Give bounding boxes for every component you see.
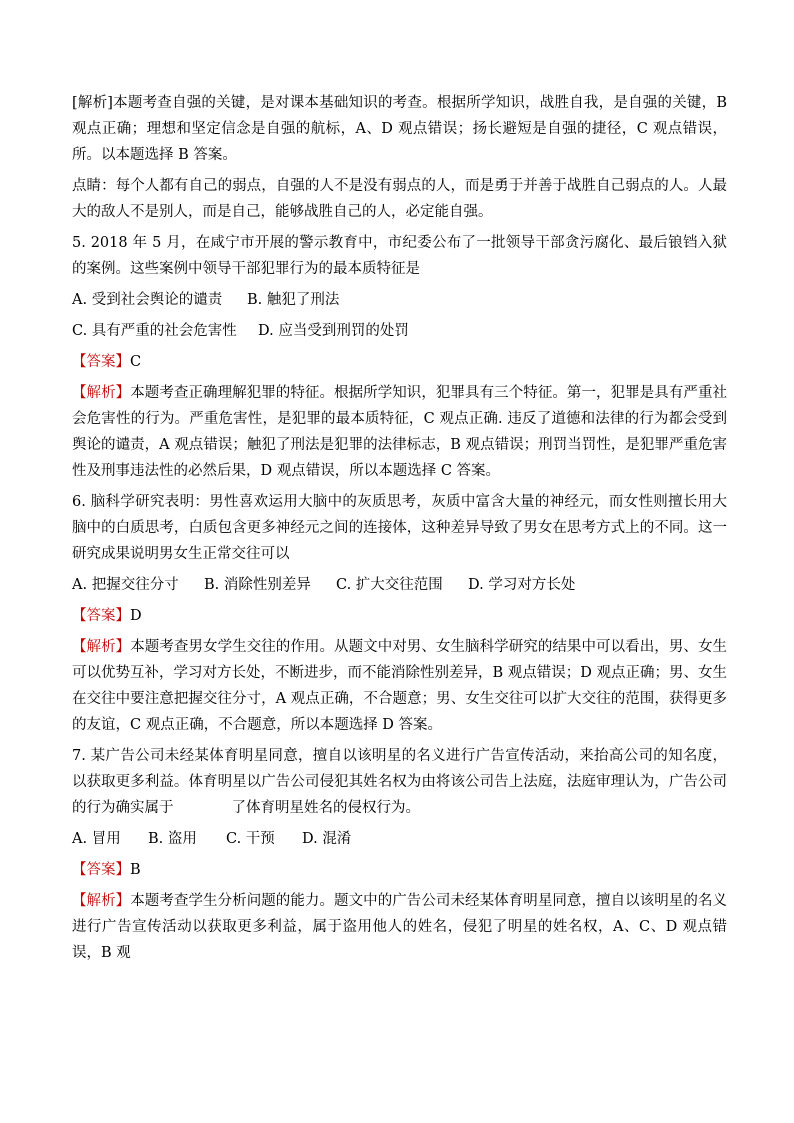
question-5-option-d: D. 应当受到刑罚的处罚 [258, 323, 409, 339]
question-5-option-c: C. 具有严重的社会危害性 [72, 323, 237, 339]
question-7-option-c: C. 干预 [226, 831, 275, 847]
question-7-options-row [72, 826, 727, 852]
analysis-text: 本题考查男女学生交往的作用。从题文中对男、女生脑科学研究的结果中可以看出，男、女生可以优势互补，学习对方长处，不断进步，而不能消除性别差异，B 观点错误；D 观点正确；男、女生在交往中要注意把握交往分寸，A 观点正确，不合题意；男、女生交往可以扩大交往的范围，获得更多的友谊，C 观点正确，不合题意，所以本题选择 D 答案。 [72, 639, 728, 733]
analysis-label: 【解析】 [72, 385, 131, 401]
question-5-options-row-2 [72, 318, 727, 344]
question-7-analysis [72, 888, 727, 966]
answer-label: 【答案】 [72, 608, 130, 624]
question-5-options-row-1 [72, 287, 727, 313]
question-7-stem-after: 了体育明星姓名的侵权行为。 [231, 800, 420, 816]
analysis-label: 【解析】 [72, 893, 131, 909]
question-6-options-row [72, 572, 727, 598]
previous-tip: 点睛：每个人都有自己的弱点，自强的人不是没有弱点的人，而是勇于并善于战胜自己弱点的人。人最大的敌人不是别人，而是自己，能够战胜自己的人，必定能自强。 [72, 178, 727, 220]
answer-value: C [130, 354, 142, 370]
question-5-stem: 5. 2018 年 5 月，在咸宁市开展的警示教育中，市纪委公布了一批领导干部贪污腐化、最后锒铛入狱的案例。这些案例中领导干部犯罪行为的最本质特征是 [72, 235, 727, 277]
question-6-option-d: D. 学习对方长处 [468, 577, 576, 593]
question-6-analysis [72, 634, 727, 738]
question-7-option-b: B. 盗用 [148, 831, 197, 847]
analysis-text: 本题考查正确理解犯罪的特征。根据所学知识，犯罪具有三个特征。第一，犯罪是具有严重社会危害性的行为。严重危害性，是犯罪的最本质特征，C 观点正确. 违反了道德和法律的行为都会受到舆论的谴责，A 观点错误；触犯了刑法是犯罪的法律标志，B 观点错误；刑罚当罚性，是犯罪严重危害性及刑事违法性的必然后果，D 观点错误，所以本题选择 C 答案。 [72, 385, 728, 479]
question-7-option-a: A. 冒用 [72, 831, 121, 847]
question-7-option-d: D. 混淆 [302, 831, 352, 847]
analysis-text: 本题考查学生分析问题的能力。题文中的广告公司未经某体育明星同意，擅自以该明星的名义进行广告宣传活动以获取更多利益，属于盗用他人的姓名，侵犯了明星的姓名权，A、C、D 观点错误，B 观 [72, 893, 728, 961]
answer-label: 【答案】 [72, 862, 130, 878]
previous-analysis: [解析]本题考查自强的关键，是对课本基础知识的考查。根据所学知识，战胜自我，是自强的关键，B 观点正确；理想和坚定信念是自强的航标，A、D 观点错误；扬长避短是自强的捷径，C 观点错误，所。以本题选择 B 答案。 [72, 95, 727, 163]
question-7-stem [72, 743, 727, 821]
question-6-option-c: C. 扩大交往范围 [336, 577, 443, 593]
question-5-option-b: B. 触犯了刑法 [247, 292, 340, 308]
question-7-answer [72, 857, 727, 883]
answer-value: B [130, 862, 141, 878]
question-6-stem: 6. 脑科学研究表明：男性喜欢运用大脑中的灰质思考，灰质中富含大量的神经元，而女性则擅长用大脑中的白质思考，白质包含更多神经元之间的连接体，这种差异导致了男女在思考方式上的不同。这一研究成果说明男女生正常交往可以 [72, 494, 727, 562]
question-5-analysis [72, 380, 727, 484]
question-7-stem-before: 7. 某广告公司未经某体育明星同意，擅自以该明星的名义进行广告宣传活动，来抬高公司的知名度，以获取更多利益。体育明星以广告公司侵犯其姓名权为由将该公司告上法庭，法庭审理认为，广告公司的行为确实属于 [72, 748, 727, 816]
question-5-answer [72, 349, 727, 375]
question-6-option-a: A. 把握交往分寸 [72, 577, 179, 593]
answer-value: D [130, 608, 142, 624]
question-6-answer [72, 603, 727, 629]
document-page [72, 90, 727, 971]
answer-label: 【答案】 [72, 354, 130, 370]
question-6-option-b: B. 消除性别差异 [204, 577, 311, 593]
analysis-label: 【解析】 [72, 639, 131, 655]
question-5-option-a: A. 受到社会舆论的谴责 [72, 292, 223, 308]
